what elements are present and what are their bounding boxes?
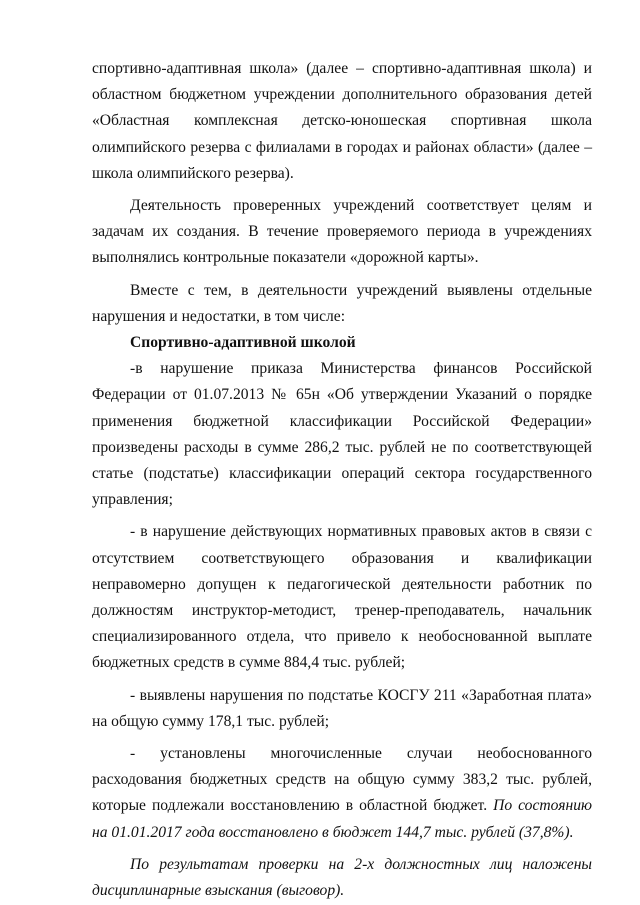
paragraph-qualification: - в нарушение действующих нормативных правовых актов в связи с отсутствием соответствующего образования и квалификации неправомерно допущен к педагогической деятельности работник по должностям инструктор-методист, тренер-преподаватель, начальник специализированного отдела, что привело к необоснованной выплате бюджетных средств в сумме 884,4 тыс. рублей; <box>92 523 592 672</box>
paragraph-violations-intro: Вместе с тем, в деятельности учреждений выявлены отдельные нарушения и недостатки, в том числе: <box>92 281 592 325</box>
paragraph-unjustified-spending <box>92 741 592 846</box>
unjustified-spending-text: - установлены многочисленные случаи необоснованного расходования бюджетных средств на общую сумму 383,2 тыс. рублей, которые подлежали восстановлению в областной бюджет. <box>92 745 592 815</box>
paragraph-schools-intro: спортивно-адаптивная школа» (далее – спортивно-адаптивная школа) и областном бюджетном учреждении дополнительного образования детей «Областная комплексная детско-юношеская спортивная школа олимпийского резерва с филиалами в городах и районах области» (далее – школа олимпийского резерва). <box>92 60 592 182</box>
section-heading: Спортивно-адаптивной школой <box>130 334 356 352</box>
paragraph-budget-classification: -в нарушение приказа Министерства финансов Российской Федерации от 01.07.2013 № 65н «Об утверждении Указаний о порядке применения бюджетной классификации Российской Федерации» произведены расходы в сумме 286,2 тыс. рублей не по соответствующей статье (подстатье) классификации операций сектора государственного управления; <box>92 360 592 509</box>
document-body <box>92 56 592 904</box>
paragraph-kosgu-211: - выявлены нарушения по подстатье КОСГУ 211 «Заработная плата» на общую сумму 178,1 тыс. рублей; <box>92 686 592 730</box>
paragraph-activity-compliance: Деятельность проверенных учреждений соответствует целям и задачам их создания. В течение проверяемого периода в учреждениях выполнялись контрольные показатели «дорожной карты». <box>92 197 592 267</box>
paragraph-disciplinary-action: По результатам проверки на 2-х должностных лиц наложены дисциплинарные взыскания (выговор). <box>92 855 592 900</box>
restored-amount-note: По состоянию на 01.01.2017 года восстановлено в бюджет 144,7 тыс. рублей (37,8%). <box>92 797 592 841</box>
